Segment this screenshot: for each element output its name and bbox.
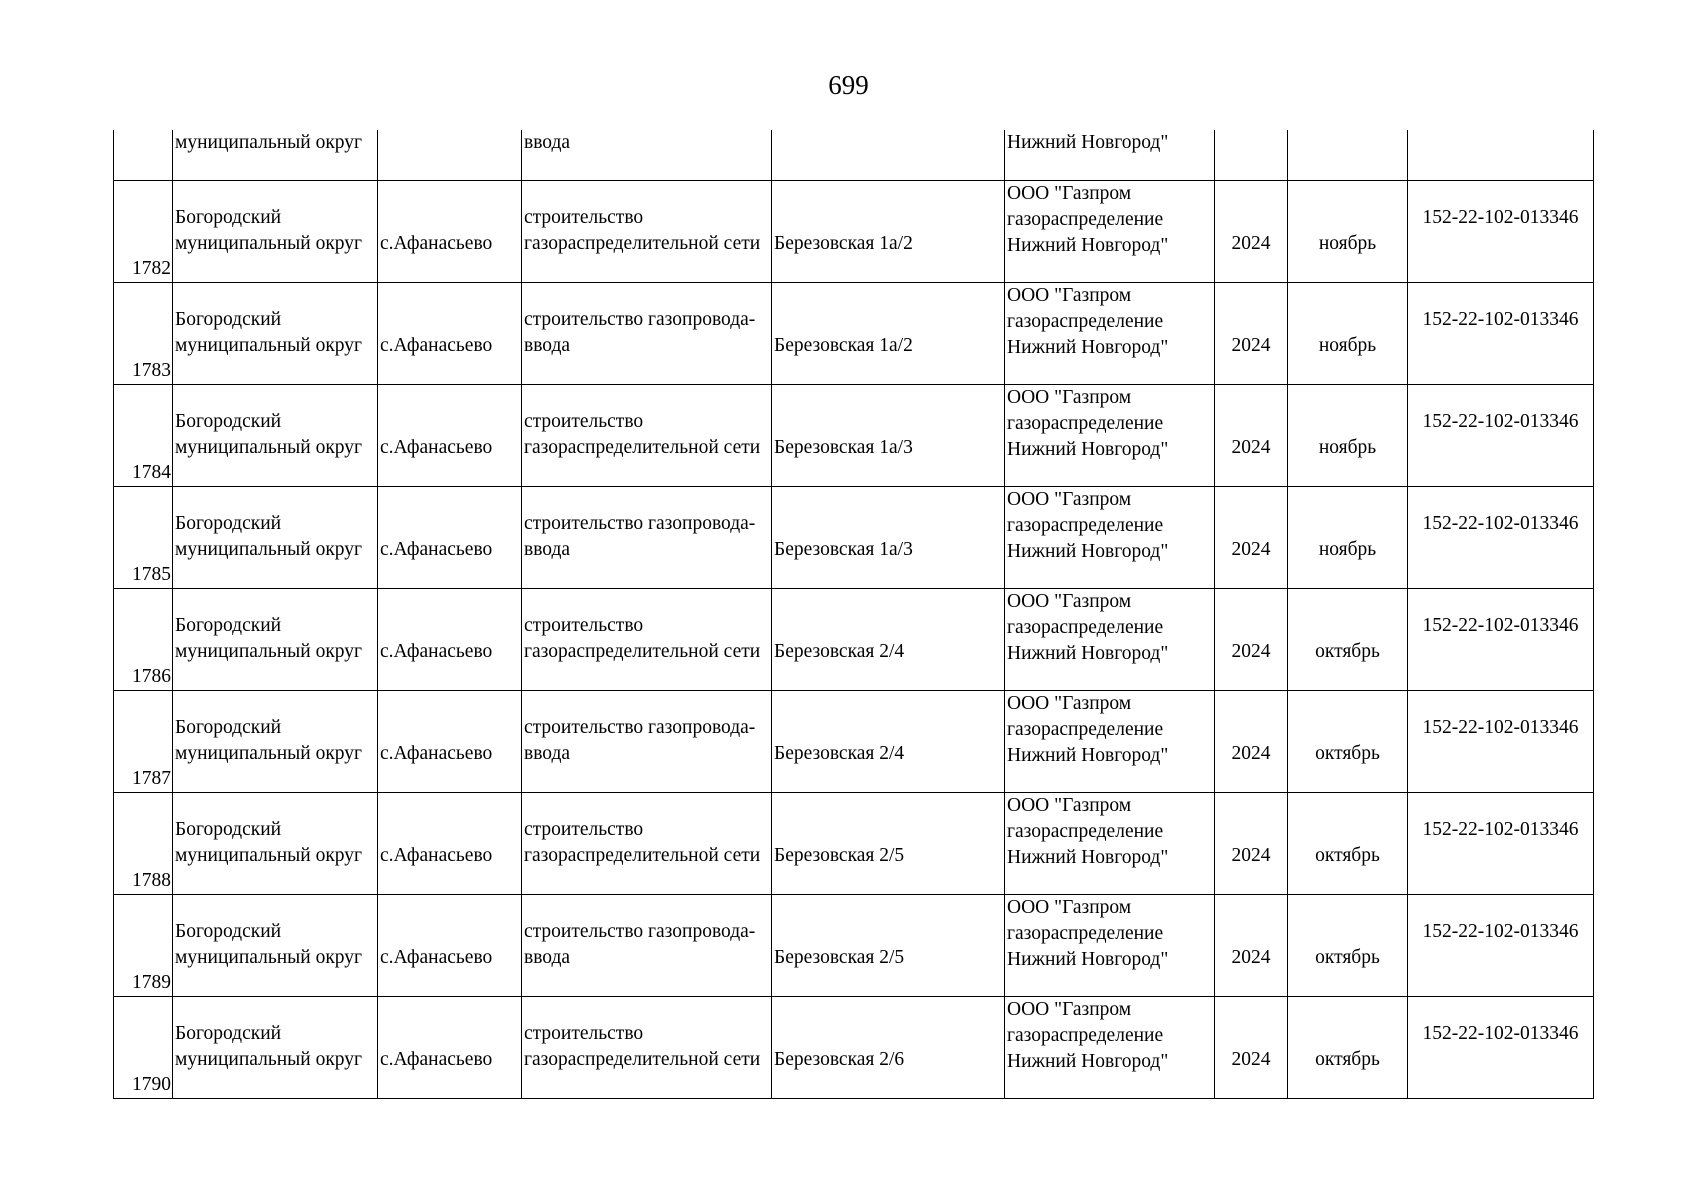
cell-org-line: газораспределение (1007, 310, 1164, 332)
table-row-continuation (114, 130, 1594, 180)
cell-work-line: строительство (524, 1022, 644, 1044)
cell-place-line: с.Афанасьево (380, 946, 493, 968)
cell-district-line: муниципальный округ (175, 844, 363, 866)
cell-place (378, 384, 522, 486)
cell-district-line: Богородский (175, 206, 282, 228)
cell-work (522, 282, 772, 384)
cell-contract (1408, 996, 1594, 1098)
cell-district-line: муниципальный округ (175, 232, 363, 254)
cell-work (522, 180, 772, 282)
cell-address-line: Березовская 2/6 (774, 1048, 905, 1070)
cell-contract-line: 152-22-102-013346 (1422, 206, 1579, 228)
cell-org (1005, 690, 1215, 792)
cell-month-line: ноябрь (1318, 436, 1377, 458)
cell-year (1215, 792, 1288, 894)
cell-work-line: газораспределительной сети (524, 436, 761, 458)
cell-place-line: с.Афанасьево (380, 436, 493, 458)
cell-month-line: октябрь (1315, 640, 1380, 662)
cell-district-line: Богородский (175, 1022, 282, 1044)
cell-address-line: Березовская 1а/3 (774, 538, 913, 560)
cell-contract (1408, 792, 1594, 894)
cell-year (1215, 588, 1288, 690)
cell-month (1288, 996, 1408, 1098)
cell-place-line: с.Афанасьево (380, 538, 493, 560)
cell-year (1215, 130, 1288, 180)
cell-org (1005, 996, 1215, 1098)
cell-address (772, 384, 1005, 486)
cell-org-line: ООО "Газпром (1007, 488, 1132, 510)
cell-org-line: ООО "Газпром (1007, 284, 1132, 306)
cell-district (173, 690, 378, 792)
cell-org: Нижний Новгород" (1005, 130, 1215, 180)
cell-work-line: газораспределительной сети (524, 844, 761, 866)
cell-org (1005, 282, 1215, 384)
cell-month-line: ноябрь (1318, 232, 1377, 254)
cell-place-line: с.Афанасьево (380, 334, 493, 356)
cell-contract-line: 152-22-102-013346 (1422, 920, 1579, 942)
table-row (114, 996, 1594, 1098)
cell-address (772, 690, 1005, 792)
cell-num (114, 282, 173, 384)
table-row (114, 894, 1594, 996)
cell-org-line: Нижний Новгород" (1007, 1050, 1169, 1072)
cell-num (114, 486, 173, 588)
cell-month (1288, 588, 1408, 690)
cell-org-line: газораспределение (1007, 718, 1164, 740)
cell-place (378, 894, 522, 996)
cell-district-line: муниципальный округ (175, 436, 363, 458)
table-row (114, 384, 1594, 486)
cell-address-line: Березовская 1а/3 (774, 436, 913, 458)
cell-work-line: ввода (524, 538, 571, 560)
cell-year-line: 2024 (1231, 844, 1271, 866)
cell-month (1288, 384, 1408, 486)
cell-place (378, 588, 522, 690)
cell-year (1215, 894, 1288, 996)
cell-org-line: ООО "Газпром (1007, 182, 1132, 204)
cell-address-line: Березовская 2/5 (774, 946, 905, 968)
cell-contract (1408, 894, 1594, 996)
registry-table (113, 130, 1594, 1099)
cell-contract (1408, 282, 1594, 384)
cell-org-line: Нижний Новгород" (1007, 234, 1169, 256)
cell-org-line: газораспределение (1007, 616, 1164, 638)
cell-work-line: строительство газопровода- (524, 920, 756, 942)
table-row (114, 792, 1594, 894)
cell-org-line: Нижний Новгород" (1007, 336, 1169, 358)
cell-num (114, 894, 173, 996)
cell-district: муниципальный округ (173, 130, 378, 180)
cell-address (772, 588, 1005, 690)
cell-work-line: строительство газопровода- (524, 716, 756, 738)
cell-year-line: 2024 (1231, 640, 1271, 662)
cell-work-line: газораспределительной сети (524, 640, 761, 662)
page-number: 699 (828, 70, 869, 100)
cell-contract (1408, 180, 1594, 282)
cell-month-line: октябрь (1315, 1048, 1380, 1070)
cell-district-line: муниципальный округ (175, 1048, 363, 1070)
cell-year (1215, 282, 1288, 384)
cell-org (1005, 180, 1215, 282)
cell-place (378, 486, 522, 588)
cell-place (378, 130, 522, 180)
cell-org-line: ООО "Газпром (1007, 692, 1132, 714)
cell-contract-line: 152-22-102-013346 (1422, 512, 1579, 534)
cell-district-line: Богородский (175, 614, 282, 636)
cell-work (522, 996, 772, 1098)
cell-year-line: 2024 (1231, 232, 1271, 254)
cell-org-line: ООО "Газпром (1007, 590, 1132, 612)
cell-num (114, 130, 173, 180)
cell-org (1005, 792, 1215, 894)
cell-num (114, 690, 173, 792)
cell-org-line: ООО "Газпром (1007, 386, 1132, 408)
cell-district-line: муниципальный округ (175, 640, 363, 662)
cell-work-line: ввода (524, 334, 571, 356)
cell-work-line: строительство (524, 614, 644, 636)
cell-num-line: 1789 (132, 971, 171, 993)
table-row (114, 588, 1594, 690)
cell-num-line: 1788 (132, 869, 171, 891)
cell-month (1288, 282, 1408, 384)
table-row (114, 180, 1594, 282)
cell-month (1288, 130, 1408, 180)
cell-work-line: строительство газопровода- (524, 512, 756, 534)
cell-work-line: газораспределительной сети (524, 232, 761, 254)
cell-contract-line: 152-22-102-013346 (1422, 1022, 1579, 1044)
cell-num (114, 588, 173, 690)
cell-month-line: октябрь (1315, 742, 1380, 764)
cell-num-line: 1786 (132, 665, 171, 687)
cell-year-line: 2024 (1231, 1048, 1271, 1070)
cell-org (1005, 384, 1215, 486)
cell-work (522, 384, 772, 486)
cell-address-line: Березовская 2/4 (774, 742, 905, 764)
cell-year (1215, 690, 1288, 792)
cell-org-line: Нижний Новгород" (1007, 642, 1169, 664)
cell-num-line: 1784 (132, 461, 171, 483)
cell-num-line: 1785 (132, 563, 171, 585)
cell-district (173, 792, 378, 894)
table-row (114, 282, 1594, 384)
cell-address (772, 996, 1005, 1098)
cell-work-line: строительство (524, 206, 644, 228)
cell-year-line: 2024 (1231, 946, 1271, 968)
cell-district-line: муниципальный округ (175, 946, 363, 968)
cell-year-line: 2024 (1231, 334, 1271, 356)
cell-work (522, 792, 772, 894)
cell-address-line: Березовская 2/4 (774, 640, 905, 662)
table-row (114, 486, 1594, 588)
cell-address-line: Березовская 1а/2 (774, 232, 913, 254)
table-body (114, 130, 1594, 1098)
cell-address (772, 894, 1005, 996)
cell-num (114, 180, 173, 282)
cell-contract-line: 152-22-102-013346 (1422, 308, 1579, 330)
cell-district (173, 282, 378, 384)
cell-district-line: Богородский (175, 512, 282, 534)
cell-month-line: ноябрь (1318, 334, 1377, 356)
cell-year (1215, 486, 1288, 588)
cell-month-line: октябрь (1315, 946, 1380, 968)
cell-contract (1408, 384, 1594, 486)
cell-district-line: муниципальный округ (175, 334, 363, 356)
cell-org-line: ООО "Газпром (1007, 794, 1132, 816)
cell-month (1288, 486, 1408, 588)
cell-org-line: Нижний Новгород" (1007, 540, 1169, 562)
cell-year (1215, 384, 1288, 486)
cell-place-line: с.Афанасьево (380, 742, 493, 764)
cell-address-line: Березовская 2/5 (774, 844, 905, 866)
cell-org (1005, 894, 1215, 996)
cell-address (772, 486, 1005, 588)
cell-num (114, 384, 173, 486)
cell-work-line: строительство (524, 410, 644, 432)
cell-org-line: ООО "Газпром (1007, 998, 1132, 1020)
cell-district (173, 588, 378, 690)
cell-work-line: ввода (524, 742, 571, 764)
cell-address (772, 130, 1005, 180)
cell-contract (1408, 486, 1594, 588)
cell-year-line: 2024 (1231, 538, 1271, 560)
cell-work: ввода (522, 130, 772, 180)
cell-month (1288, 894, 1408, 996)
cell-org-line: газораспределение (1007, 208, 1164, 230)
cell-org (1005, 588, 1215, 690)
cell-contract (1408, 588, 1594, 690)
cell-month (1288, 180, 1408, 282)
cell-place (378, 792, 522, 894)
cell-work-line: строительство (524, 818, 644, 840)
cell-address (772, 282, 1005, 384)
cell-work-line: газораспределительной сети (524, 1048, 761, 1070)
cell-work-line: ввода (524, 946, 571, 968)
cell-year-line: 2024 (1231, 436, 1271, 458)
cell-month-line: октябрь (1315, 844, 1380, 866)
cell-org-line: газораспределение (1007, 922, 1164, 944)
cell-org-line: ООО "Газпром (1007, 896, 1132, 918)
cell-work-line: строительство газопровода- (524, 308, 756, 330)
cell-district-line: Богородский (175, 410, 282, 432)
cell-month (1288, 690, 1408, 792)
cell-district-line: Богородский (175, 716, 282, 738)
cell-contract (1408, 690, 1594, 792)
cell-num (114, 996, 173, 1098)
cell-org-line: газораспределение (1007, 1024, 1164, 1046)
cell-org-line: газораспределение (1007, 820, 1164, 842)
cell-place (378, 996, 522, 1098)
cell-year (1215, 180, 1288, 282)
cell-contract-line: 152-22-102-013346 (1422, 716, 1579, 738)
cell-place-line: с.Афанасьево (380, 844, 493, 866)
cell-month (1288, 792, 1408, 894)
cell-address (772, 792, 1005, 894)
cell-month-line: ноябрь (1318, 538, 1377, 560)
cell-num-line: 1787 (132, 767, 171, 789)
cell-place (378, 180, 522, 282)
cell-org-line: Нижний Новгород" (1007, 438, 1169, 460)
cell-num (114, 792, 173, 894)
cell-org (1005, 486, 1215, 588)
cell-work (522, 588, 772, 690)
cell-org-line: газораспределение (1007, 514, 1164, 536)
cell-contract-line: 152-22-102-013346 (1422, 410, 1579, 432)
cell-district (173, 894, 378, 996)
cell-year (1215, 996, 1288, 1098)
cell-place (378, 282, 522, 384)
cell-district-line: Богородский (175, 818, 282, 840)
cell-contract-line: 152-22-102-013346 (1422, 818, 1579, 840)
cell-district (173, 996, 378, 1098)
cell-district-line: муниципальный округ (175, 742, 363, 764)
cell-org-line: газораспределение (1007, 412, 1164, 434)
cell-place-line: с.Афанасьево (380, 1048, 493, 1070)
cell-year-line: 2024 (1231, 742, 1271, 764)
cell-org-line: Нижний Новгород" (1007, 744, 1169, 766)
cell-district-line: муниципальный округ (175, 538, 363, 560)
cell-num-line: 1782 (132, 257, 171, 279)
cell-address-line: Березовская 1а/2 (774, 334, 913, 356)
cell-district-line: Богородский (175, 920, 282, 942)
cell-district (173, 180, 378, 282)
cell-district (173, 486, 378, 588)
cell-num-line: 1790 (132, 1073, 171, 1095)
cell-address (772, 180, 1005, 282)
cell-district (173, 384, 378, 486)
cell-district-line: Богородский (175, 308, 282, 330)
cell-contract (1408, 130, 1594, 180)
cell-place-line: с.Афанасьево (380, 232, 493, 254)
cell-num-line: 1783 (132, 359, 171, 381)
cell-work (522, 486, 772, 588)
cell-place-line: с.Афанасьево (380, 640, 493, 662)
cell-place (378, 690, 522, 792)
cell-work (522, 690, 772, 792)
cell-contract-line: 152-22-102-013346 (1422, 614, 1579, 636)
cell-org-line: Нижний Новгород" (1007, 948, 1169, 970)
cell-org-line: Нижний Новгород" (1007, 846, 1169, 868)
table-row (114, 690, 1594, 792)
cell-work (522, 894, 772, 996)
